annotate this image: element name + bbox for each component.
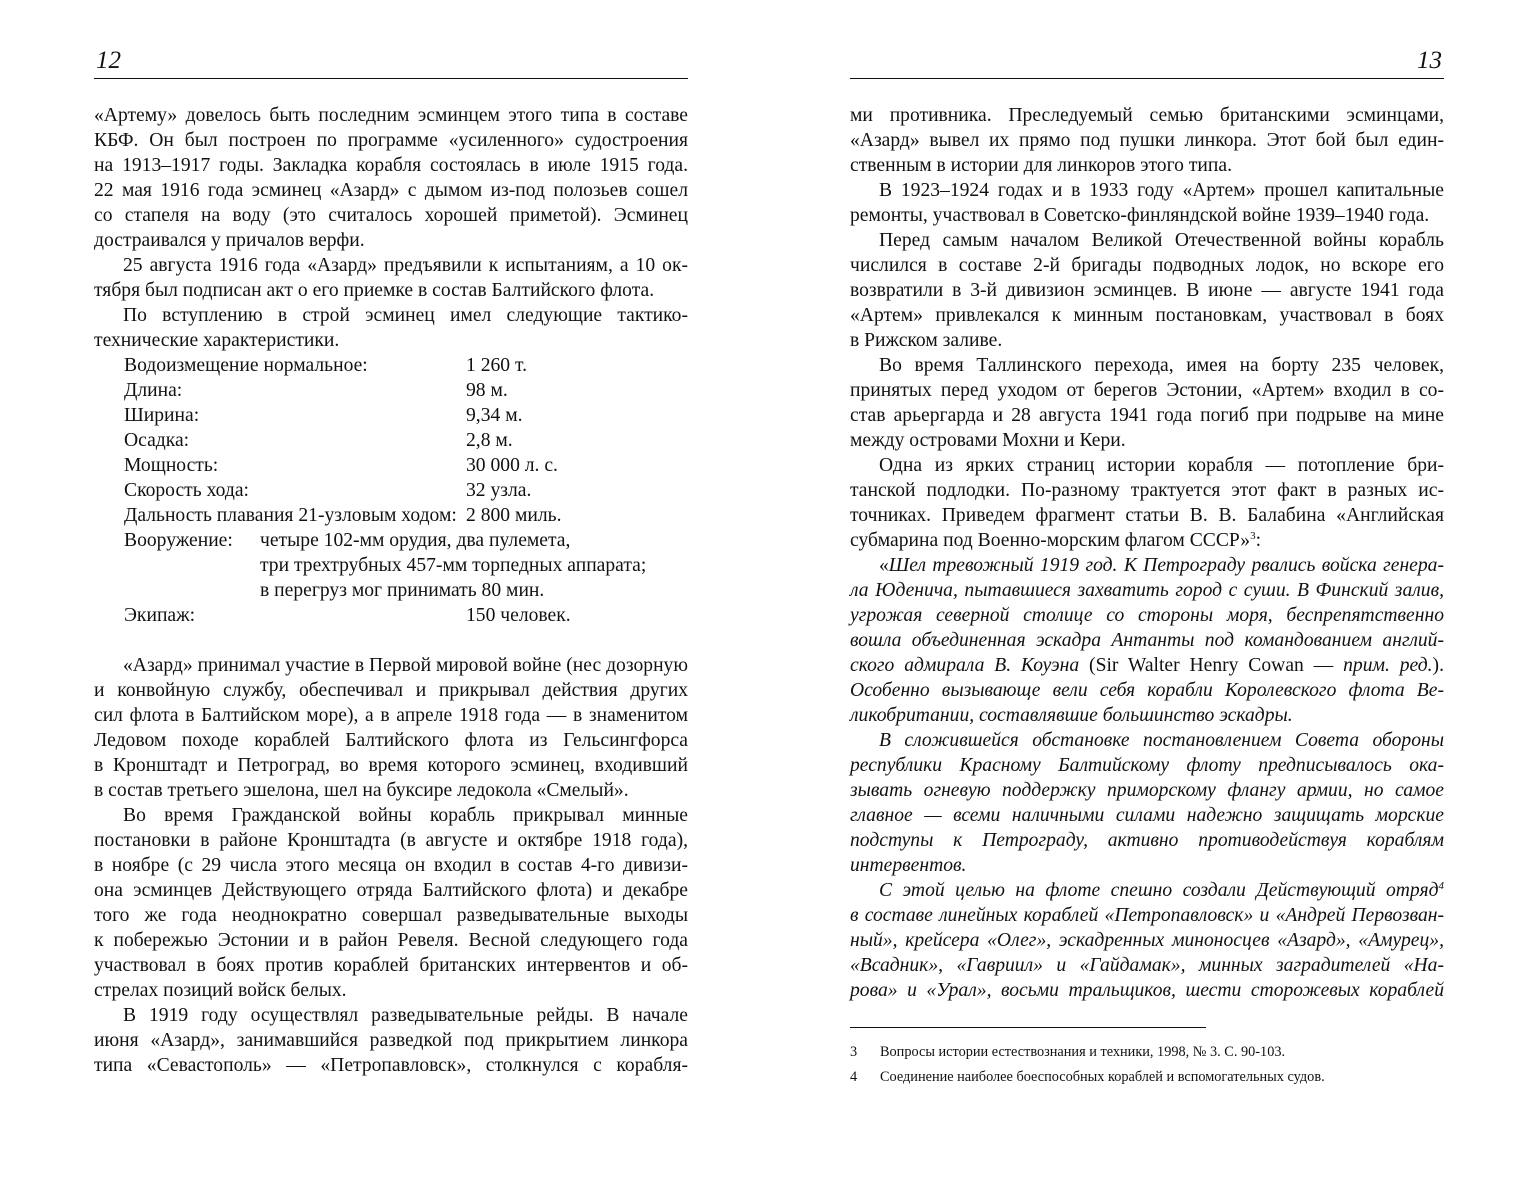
text-line: ми противника. Преследуемый семью британскими эсминцами, <box>850 105 1444 126</box>
paragraph <box>94 803 688 1003</box>
spec-row <box>94 603 688 628</box>
text-line: Во время Таллинского перехода, имея на борту 235 человек, <box>879 355 1444 376</box>
text-line: Ледовом походе кораблей Балтийского флота из Гельсингфорса <box>94 730 688 751</box>
spec-row-armament <box>94 528 688 553</box>
text-line: стрелах позиций войск белых. <box>94 980 347 1001</box>
footnote <box>850 1067 1444 1087</box>
right-page-body <box>850 103 1444 1003</box>
footnote-text: Вопросы истории естествознания и техники, 1998, № 3. С. 90-103. <box>880 1044 1286 1060</box>
spec-value: четыре 102-мм орудия, два пулемета, <box>260 530 571 551</box>
text-line: того же года неоднократно совершал разведывательные выходы <box>94 905 688 926</box>
quote-paragraph <box>850 728 1444 878</box>
spec-value: 32 узла. <box>466 480 532 501</box>
text-line: в ноябре (с 29 числа этого месяца он входил в состав 4-го дивизи- <box>94 855 688 876</box>
footnote-text: Соединение наиболее боеспособных кораблей и вспомогательных судов. <box>880 1069 1325 1085</box>
spec-row <box>94 378 688 403</box>
page-number: 12 <box>96 47 121 74</box>
text-line: ный», крейсера «Олег», эскадренных миноносцев «Азард», «Амурец», <box>850 930 1444 951</box>
footnote-number: 4 <box>850 1069 858 1085</box>
text-line: со стапеля на воду (это считалось хорошей приметой). Эсминец <box>94 205 688 226</box>
text-line: типа «Севастополь» — «Петропавловск», столкнулся с корабля- <box>94 1055 688 1076</box>
text-line: «Всадник», «Гавриил» и «Гайдамак», минных заградителей «На- <box>850 955 1444 976</box>
quote-paragraph <box>850 553 1444 728</box>
paragraph <box>94 103 688 253</box>
text-line: июня «Азард», занимавшийся разведкой под прикрытием линкора <box>94 1030 688 1051</box>
paragraph <box>850 353 1444 453</box>
spec-row <box>94 453 688 478</box>
spec-row-armament <box>94 578 688 603</box>
text-line: в Рижском заливе. <box>850 330 1003 351</box>
text-line: В сложившейся обстановке постановлением Совета обороны <box>879 730 1444 751</box>
text-line: республики Красному Балтийскому флоту предписывалось ока- <box>850 755 1444 776</box>
text-line: в составе линейных кораблей «Петропавловск» и «Андрей Первозван- <box>850 905 1444 926</box>
text-line: По вступлению в строй эсминец имел следующие тактико- <box>123 305 688 326</box>
page-number: 13 <box>1417 47 1442 74</box>
text-line: ла Юденича, пытавшиеся захватить город с суши. В Финский залив, <box>850 580 1444 601</box>
footnote-ref[interactable]: 4 <box>1438 880 1444 892</box>
text-line: зывать огневую поддержку приморскому флангу армии, но самое <box>850 780 1444 801</box>
text-line: ского адмирала В. Коуэна (Sir Walter Henry Cowan — прим. ред.). <box>850 655 1444 676</box>
text-line: числился в составе 2-й бригады подводных лодок, но вскоре его <box>850 255 1444 276</box>
left-page-body <box>94 103 688 1078</box>
spec-row <box>94 478 688 503</box>
footnote <box>850 1042 1444 1062</box>
specs-table <box>94 353 688 628</box>
text-line: достраивался у причалов верфи. <box>94 230 365 251</box>
text-line: участвовал в боях против кораблей британских интервентов и об- <box>94 955 688 976</box>
text-line: «Артем» привлекался к минным постановкам, участвовал в боях <box>850 305 1444 326</box>
footnote-number: 3 <box>850 1044 858 1060</box>
text-line: 22 мая 1916 года эсминец «Азард» с дымом из-под полозьев сошел <box>94 180 688 201</box>
text-line: танской подлодки. По-разному трактуется этот факт в разных ис- <box>850 480 1444 501</box>
spec-row <box>94 428 688 453</box>
paragraph <box>850 453 1444 553</box>
spec-label: Ширина: <box>124 405 200 426</box>
text-line: 25 августа 1916 года «Азард» предъявили к испытаниям, а 10 ок- <box>123 255 688 276</box>
left-page-header <box>94 46 688 79</box>
text-line: Особенно вызывающе вели себя корабли Королевского флота Ве- <box>850 680 1444 701</box>
spec-value: три трехтрубных 457-мм торпедных аппарата; <box>260 555 647 576</box>
paragraph <box>94 253 688 303</box>
text-line: вошла объединенная эскадра Антанты под командованием англий- <box>850 630 1444 651</box>
text-line: «Шел тревожный 1919 год. К Петрограду рвались войска генера- <box>879 555 1444 576</box>
text-line: ликобритании, составлявшие большинство эскадры. <box>850 705 1293 726</box>
text-line: к побережью Эстонии и в район Ревеля. Весной следующего года <box>94 930 688 951</box>
spec-label: Дальность плавания 21-узловым ходом: <box>124 505 457 526</box>
text-line: технические характеристики. <box>94 330 340 351</box>
spec-label: Осадка: <box>124 430 190 451</box>
spec-value: 1 260 т. <box>466 355 527 376</box>
text-line: В 1919 году осуществлял разведывательные рейды. В начале <box>123 1005 688 1026</box>
spec-label: Длина: <box>124 380 183 401</box>
spec-row-armament <box>94 553 688 578</box>
text-line: С этой целью на флоте спешно создали Действующий отряд$^4$ <box>879 880 1444 901</box>
spec-value: 98 м. <box>466 380 508 401</box>
spec-label: Водоизмещение нормальное: <box>124 355 368 376</box>
spec-value: 2 800 миль. <box>466 505 562 526</box>
text-line: став арьергарда и 28 августа 1941 года погиб при подрыве на мине <box>850 405 1444 426</box>
spec-value: 30 000 л. с. <box>466 455 558 476</box>
text-line: «Азард» принимал участие в Первой мировой войне (нес дозорную <box>123 655 688 676</box>
quote-paragraph <box>850 878 1444 1003</box>
footnote-divider <box>850 1027 1206 1028</box>
text-line: Во время Гражданской войны корабль прикрывал минные <box>123 805 688 826</box>
spec-label: Экипаж: <box>124 605 196 626</box>
spec-value: 2,8 м. <box>466 430 513 451</box>
text-line: на 1913–1917 годы. Закладка корабля состоялась в июле 1915 года. <box>94 155 688 176</box>
spec-value: 9,34 м. <box>466 405 523 426</box>
text-line: принятых перед уходом от берегов Эстонии, «Артем» входил в со- <box>850 380 1444 401</box>
text-line: КБФ. Он был построен по программе «усиленного» судостроения <box>94 130 688 151</box>
text-line: «Азард» вывел их прямо под пушки линкора. Этот бой был един- <box>850 130 1444 151</box>
paragraph <box>94 1003 688 1078</box>
spec-row <box>94 503 688 528</box>
footnote-ref[interactable]: 3 <box>1250 530 1256 542</box>
text-line: «Артему» довелось быть последним эсминцем этого типа в составе <box>94 105 688 126</box>
paragraph <box>850 228 1444 353</box>
spec-row <box>94 403 688 428</box>
spec-value: в перегруз мог принимать 80 мин. <box>260 580 545 601</box>
right-page <box>850 0 1444 1182</box>
left-page <box>94 0 688 1182</box>
text-line: возвратили в 3-й дивизион эсминцев. В июне — августе 1941 года <box>850 280 1444 301</box>
text-line: интервентов. <box>850 855 967 876</box>
text-line: точниках. Приведем фрагмент статьи В. В. Балабина «Английская <box>850 505 1444 526</box>
text-line: субмарина под Военно-морским флагом СССР»$^3$: <box>850 530 1262 551</box>
paragraph <box>850 103 1444 178</box>
text-line: Перед самым началом Великой Отечественной войны корабль <box>879 230 1444 251</box>
spec-value: 150 человек. <box>466 605 571 626</box>
text-line: и конвойную службу, обеспечивал и прикрывал действия других <box>94 680 688 701</box>
spec-label: Скорость хода: <box>124 480 249 501</box>
text-line: ственным в истории для линкоров этого типа. <box>850 155 1232 176</box>
text-line: подступы к Петрограду, активно противодействуя кораблям <box>850 830 1444 851</box>
text-line: угрожая северной столице со стороны моря, беспрепятственно <box>850 605 1444 626</box>
text-line: Одна из ярких страниц истории корабля — потопление бри- <box>879 455 1444 476</box>
paragraph <box>850 178 1444 228</box>
paragraph <box>94 653 688 803</box>
paragraph <box>94 303 688 353</box>
spec-label: Мощность: <box>124 455 219 476</box>
right-page-header <box>850 46 1444 79</box>
text-line: в Кронштадт и Петроград, во время которого эсминец, входивший <box>94 755 688 776</box>
text-line: постановки в районе Кронштадта (в августе и октябре 1918 года), <box>94 830 688 851</box>
text-line: сил флота в Балтийском море), а в апреле 1918 года — в знаменитом <box>94 705 688 726</box>
spec-row <box>94 353 688 378</box>
text-line: ремонты, участвовал в Советско-финляндской войне 1939–1940 года. <box>850 205 1430 226</box>
text-line: между островами Мохни и Кери. <box>850 430 1126 451</box>
text-line: главное — всеми наличными силами надежно защищать морские <box>850 805 1444 826</box>
text-line: тября был подписан акт о его приемке в состав Балтийского флота. <box>94 280 655 301</box>
text-line: она эсминцев Действующего отряда Балтийского флота) и декабре <box>94 880 688 901</box>
text-line: В 1923–1924 годах и в 1933 году «Артем» прошел капитальные <box>879 180 1444 201</box>
text-line: в состав третьего эшелона, шел на буксире ледокола «Смелый». <box>94 780 629 801</box>
spec-label: Вооружение: <box>124 530 233 551</box>
text-line: рова» и «Урал», восьми тральщиков, шести сторожевых кораблей <box>850 980 1444 1001</box>
